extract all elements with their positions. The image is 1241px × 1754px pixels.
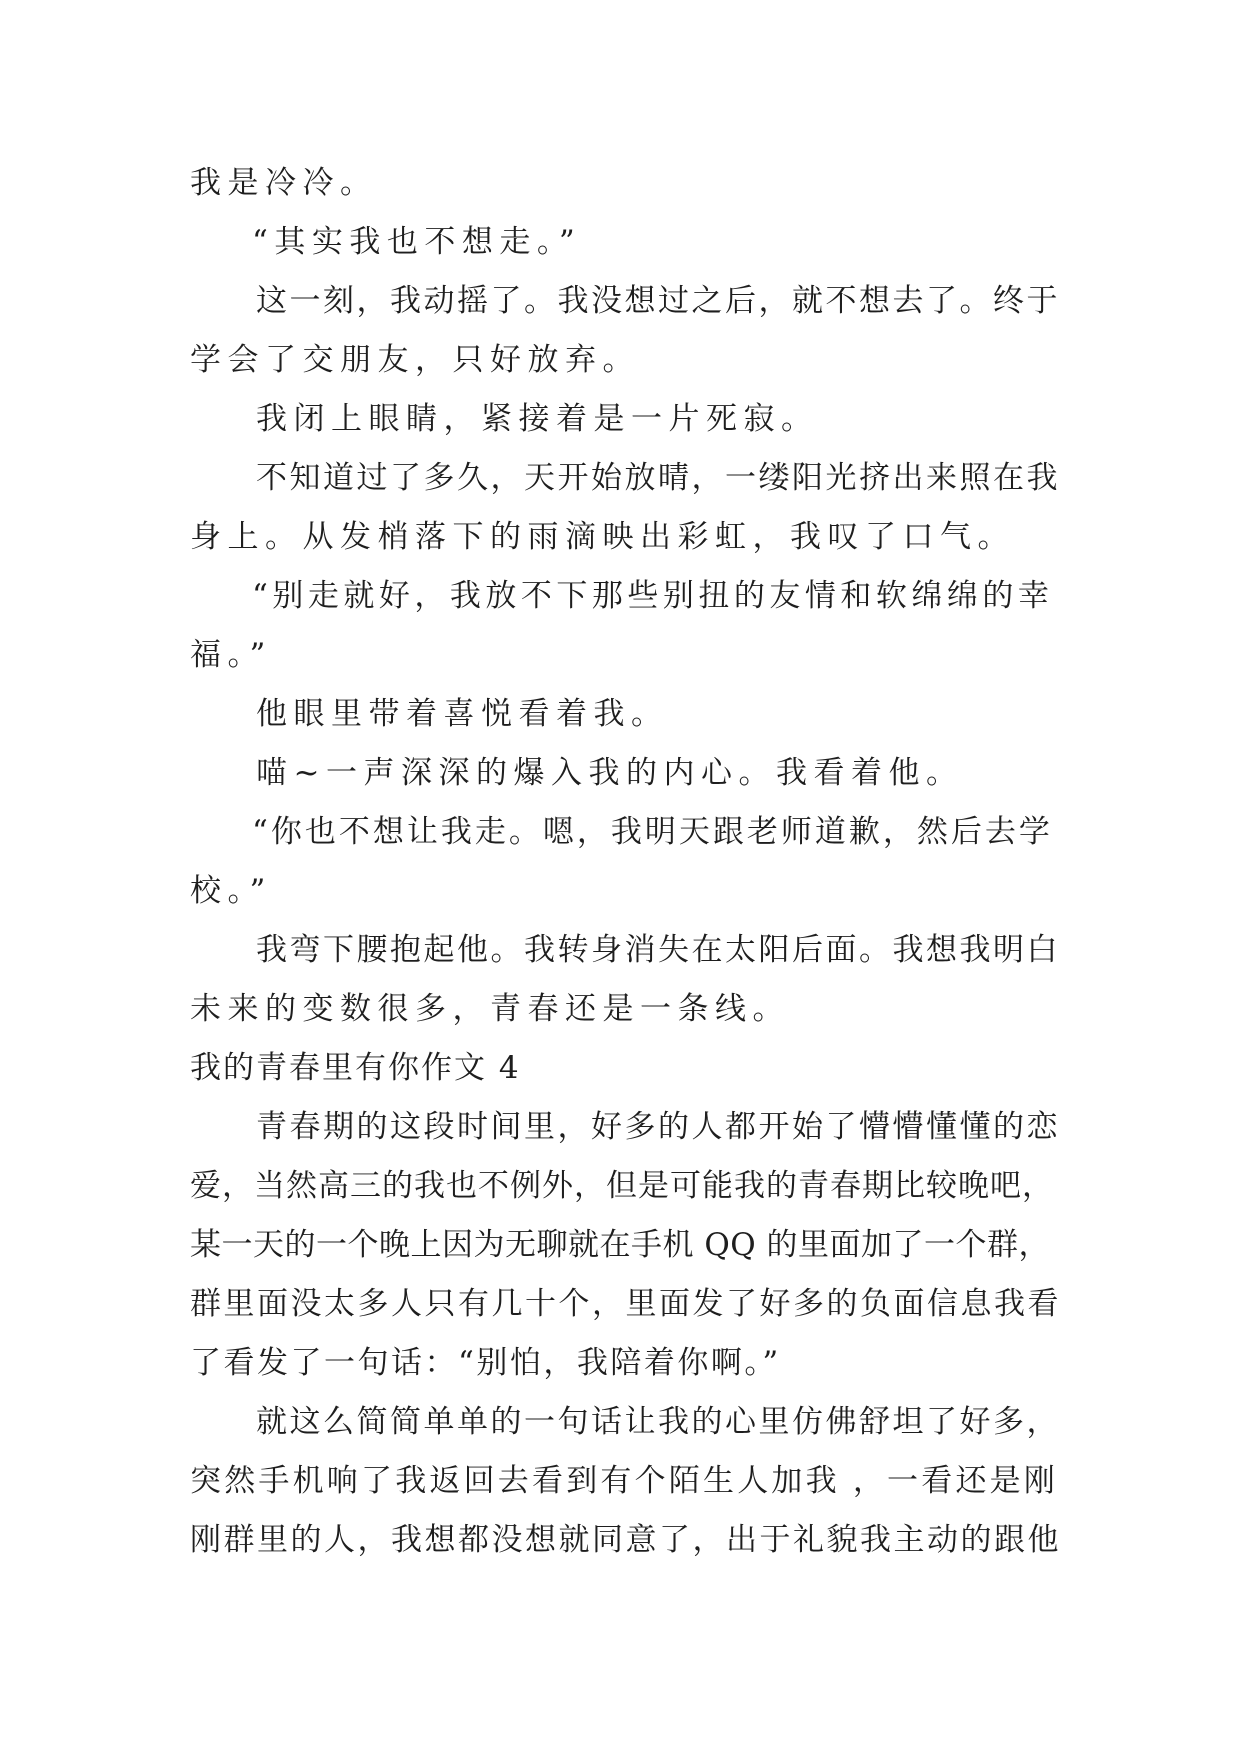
text-line: 他眼里带着喜悦看着我。 [256,696,669,732]
text-line: 我是冷冷。 [190,165,378,201]
text-line: 身上。从发梢落下的雨滴映出彩虹，我叹了口气。 [190,519,1015,555]
text-line: 就这么简简单单的一句话让我的心里仿佛舒坦了好多， [256,1404,1060,1440]
text-line: “你也不想让我走。嗯，我明天跟老师道歉，然后去学 [252,814,1053,850]
section-heading: 我的青春里有你作文 4 [190,1050,521,1086]
text-line: 群里面没太多人只有几十个，里面发了好多的负面信息我看 [190,1286,1061,1322]
text-line: 喵~一声深深的爆入我的内心。我看着他。 [256,755,964,791]
text-line: 青春期的这段时间里，好多的人都开始了懵懵懂懂的恋 [256,1109,1060,1145]
text-line: 了看发了一句话：“别怕，我陪着你啊。” [190,1345,781,1381]
text-line: 刚群里的人，我想都没想就同意了，出于礼貌我主动的跟他 [190,1522,1061,1558]
text-line: 我弯下腰抱起他。我转身消失在太阳后面。我想我明白 [256,932,1060,968]
text-line: “其实我也不想走。” [252,224,582,260]
text-line: 未来的变数很多，青春还是一条线。 [190,991,790,1027]
text-line: 爱，当然高三的我也不例外，但是可能我的青春期比较晚吧， [190,1168,1054,1204]
text-line: 学会了交朋友，只好放弃。 [190,342,640,378]
text-line: 我闭上眼睛，紧接着是一片死寂。 [256,401,819,437]
text-line: 福。” [190,637,272,673]
text-line: “别走就好，我放不下那些别扭的友情和软绵绵的幸 [252,578,1054,614]
text-line: 突然手机响了我返回去看到有个陌生人加我 ，一看还是刚 [190,1463,1059,1499]
text-line: 这一刻，我动摇了。我没想过之后，就不想去了。终于 [256,283,1060,319]
text-line: 某一天的一个晚上因为无聊就在手机 QQ 的里面加了一个群， [190,1227,1051,1263]
text-line: 不知道过了多久，天开始放晴，一缕阳光挤出来照在我 [256,460,1060,496]
text-line: 校。” [190,873,272,909]
